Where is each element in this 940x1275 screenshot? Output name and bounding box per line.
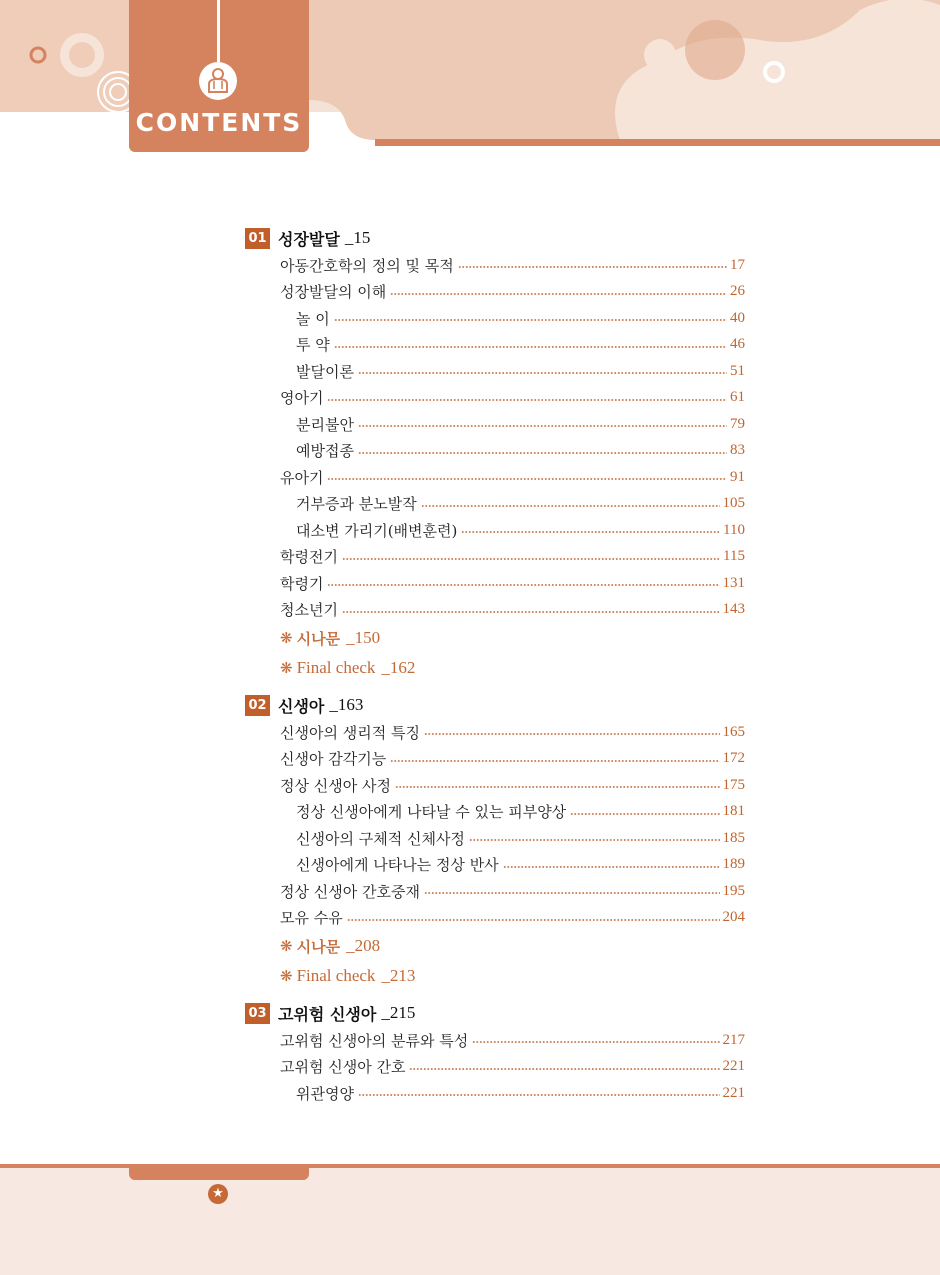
entry-label: 신생아 감각기능 — [280, 750, 387, 769]
toc-subentry — [245, 852, 745, 879]
dot-leader — [327, 584, 719, 586]
chapter-title: 신생아 — [278, 696, 325, 716]
toc-entry — [245, 1027, 745, 1054]
review-page: _162 — [381, 658, 416, 677]
entry-page: 61 — [730, 389, 745, 406]
entry-label: 거부증과 분노발작 — [296, 495, 417, 514]
chapter-heading — [245, 999, 745, 1027]
review-label: 시나문 — [296, 937, 341, 956]
dot-leader — [347, 919, 720, 921]
toc-subentry — [245, 411, 745, 438]
dot-leader — [424, 733, 720, 735]
dot-leader — [390, 760, 719, 762]
entry-label: 발달이론 — [296, 362, 354, 381]
review-page: _213 — [381, 966, 416, 985]
dot-leader — [421, 505, 720, 507]
entry-label: 모유 수유 — [280, 909, 343, 928]
toc-entry — [245, 719, 745, 746]
dot-leader — [342, 611, 720, 613]
entry-label: 고위험 신생아의 분류와 특성 — [280, 1031, 469, 1050]
review-label: Final check — [296, 966, 376, 985]
entry-page: 17 — [730, 256, 745, 273]
toc-subentry — [245, 305, 745, 332]
review-section — [245, 931, 745, 961]
toc-entry — [245, 746, 745, 773]
entry-page: 204 — [722, 909, 745, 926]
chapter-heading — [245, 224, 745, 252]
dot-leader — [472, 1041, 719, 1043]
table-of-contents — [245, 224, 745, 1107]
toc-entry — [245, 252, 745, 279]
review-page: _208 — [346, 936, 381, 955]
entry-label: 신생아의 생리적 특징 — [280, 723, 420, 742]
toc-subentry — [245, 491, 745, 518]
dot-leader — [334, 346, 727, 348]
footer-tab — [129, 1164, 309, 1180]
entry-label: 학령전기 — [280, 548, 338, 567]
chapter-page: _215 — [381, 1003, 416, 1022]
entry-page: 165 — [722, 723, 745, 740]
entry-page: 91 — [730, 468, 745, 485]
toc-entry — [245, 772, 745, 799]
dot-leader — [390, 293, 727, 295]
toc-subentry — [245, 438, 745, 465]
entry-page: 181 — [722, 803, 745, 820]
entry-label: 정상 신생아 간호중재 — [280, 882, 420, 901]
toc-entry — [245, 544, 745, 571]
entry-page: 217 — [722, 1031, 745, 1048]
entry-label: 성장발달의 이해 — [280, 283, 387, 302]
entry-page: 46 — [730, 336, 745, 353]
entry-label: 영아기 — [280, 389, 324, 408]
toc-subentry — [245, 332, 745, 359]
asterisk-icon: ❋ — [280, 937, 293, 955]
entry-page: 79 — [730, 415, 745, 432]
contents-tab — [129, 0, 309, 152]
entry-page: 221 — [722, 1058, 745, 1075]
entry-page: 131 — [722, 574, 745, 591]
dot-leader — [327, 478, 727, 480]
entry-label: 대소변 가리기(배변훈련) — [296, 521, 458, 540]
entry-page: 110 — [723, 521, 745, 538]
toc-subentry — [245, 517, 745, 544]
entry-page: 189 — [722, 856, 745, 873]
dot-leader — [570, 813, 719, 815]
entry-page: 143 — [722, 601, 745, 618]
toc-entry — [245, 878, 745, 905]
entry-page: 175 — [722, 776, 745, 793]
dot-leader — [358, 1094, 720, 1096]
entry-page: 172 — [722, 750, 745, 767]
dot-leader — [358, 452, 727, 454]
toc-entry — [245, 905, 745, 932]
dot-leader — [424, 892, 720, 894]
dot-leader — [342, 558, 720, 560]
chapter-page: _163 — [329, 695, 364, 714]
tab-string — [217, 0, 220, 62]
toc-entry — [245, 464, 745, 491]
entry-label: 신생아의 구체적 신체사정 — [296, 829, 465, 848]
entry-page: 51 — [730, 362, 745, 379]
dot-leader — [327, 399, 727, 401]
dot-leader — [503, 866, 720, 868]
dot-leader — [334, 319, 727, 321]
review-page: _150 — [346, 628, 381, 647]
dot-leader — [461, 531, 720, 533]
chapter-heading — [245, 691, 745, 719]
entry-page: 105 — [722, 495, 745, 512]
entry-label: 아동간호학의 정의 및 목적 — [280, 256, 454, 275]
entry-label: 분리불안 — [296, 415, 354, 434]
entry-label: 투 약 — [296, 336, 330, 355]
entry-page: 195 — [722, 882, 745, 899]
chapter-number: 03 — [245, 1003, 270, 1024]
star-icon: ★ — [208, 1184, 228, 1204]
chapter-title: 성장발달 — [278, 229, 340, 249]
toc-entry — [245, 597, 745, 624]
entry-page: 83 — [730, 442, 745, 459]
review-section — [245, 653, 745, 683]
nurse-icon — [199, 62, 237, 100]
toc-entry — [245, 570, 745, 597]
chapter-number: 01 — [245, 228, 270, 249]
contents-title: CONTENTS — [135, 108, 303, 137]
toc-subentry — [245, 358, 745, 385]
entry-label: 정상 신생아 사정 — [280, 776, 391, 795]
dot-leader — [458, 266, 727, 268]
header-rule — [375, 139, 940, 146]
entry-page: 115 — [723, 548, 745, 565]
footer-band — [0, 1165, 940, 1275]
review-section — [245, 961, 745, 991]
toc-subentry — [245, 825, 745, 852]
dot-leader — [358, 372, 727, 374]
asterisk-icon: ❋ — [280, 967, 293, 985]
chapter-title: 고위험 신생아 — [278, 1004, 377, 1024]
chapter-number: 02 — [245, 695, 270, 716]
dot-leader — [358, 425, 727, 427]
toc-subentry — [245, 799, 745, 826]
entry-label: 유아기 — [280, 468, 324, 487]
asterisk-icon: ❋ — [280, 659, 293, 677]
asterisk-icon: ❋ — [280, 629, 293, 647]
entry-label: 청소년기 — [280, 601, 338, 620]
entry-label: 위관영양 — [296, 1084, 354, 1103]
chapter-gap — [245, 683, 745, 691]
toc-entry — [245, 279, 745, 306]
dot-leader — [469, 839, 720, 841]
toc-entry — [245, 385, 745, 412]
entry-page: 40 — [730, 309, 745, 326]
chapter-gap — [245, 991, 745, 999]
review-section — [245, 623, 745, 653]
entry-page: 26 — [730, 283, 745, 300]
entry-page: 221 — [722, 1084, 745, 1101]
chapter-page: _15 — [344, 228, 371, 247]
review-label: Final check — [296, 658, 376, 677]
entry-label: 고위험 신생아 간호 — [280, 1058, 406, 1077]
entry-page: 185 — [722, 829, 745, 846]
entry-label: 정상 신생아에게 나타날 수 있는 피부양상 — [296, 803, 567, 822]
toc-entry — [245, 1054, 745, 1081]
review-label: 시나문 — [296, 629, 341, 648]
entry-label: 예방접종 — [296, 442, 354, 461]
toc-subentry — [245, 1080, 745, 1107]
dot-leader — [409, 1068, 719, 1070]
entry-label: 놀 이 — [296, 309, 330, 328]
dot-leader — [395, 786, 720, 788]
entry-label: 신생아에게 나타나는 정상 반사 — [296, 856, 499, 875]
entry-label: 학령기 — [280, 574, 324, 593]
